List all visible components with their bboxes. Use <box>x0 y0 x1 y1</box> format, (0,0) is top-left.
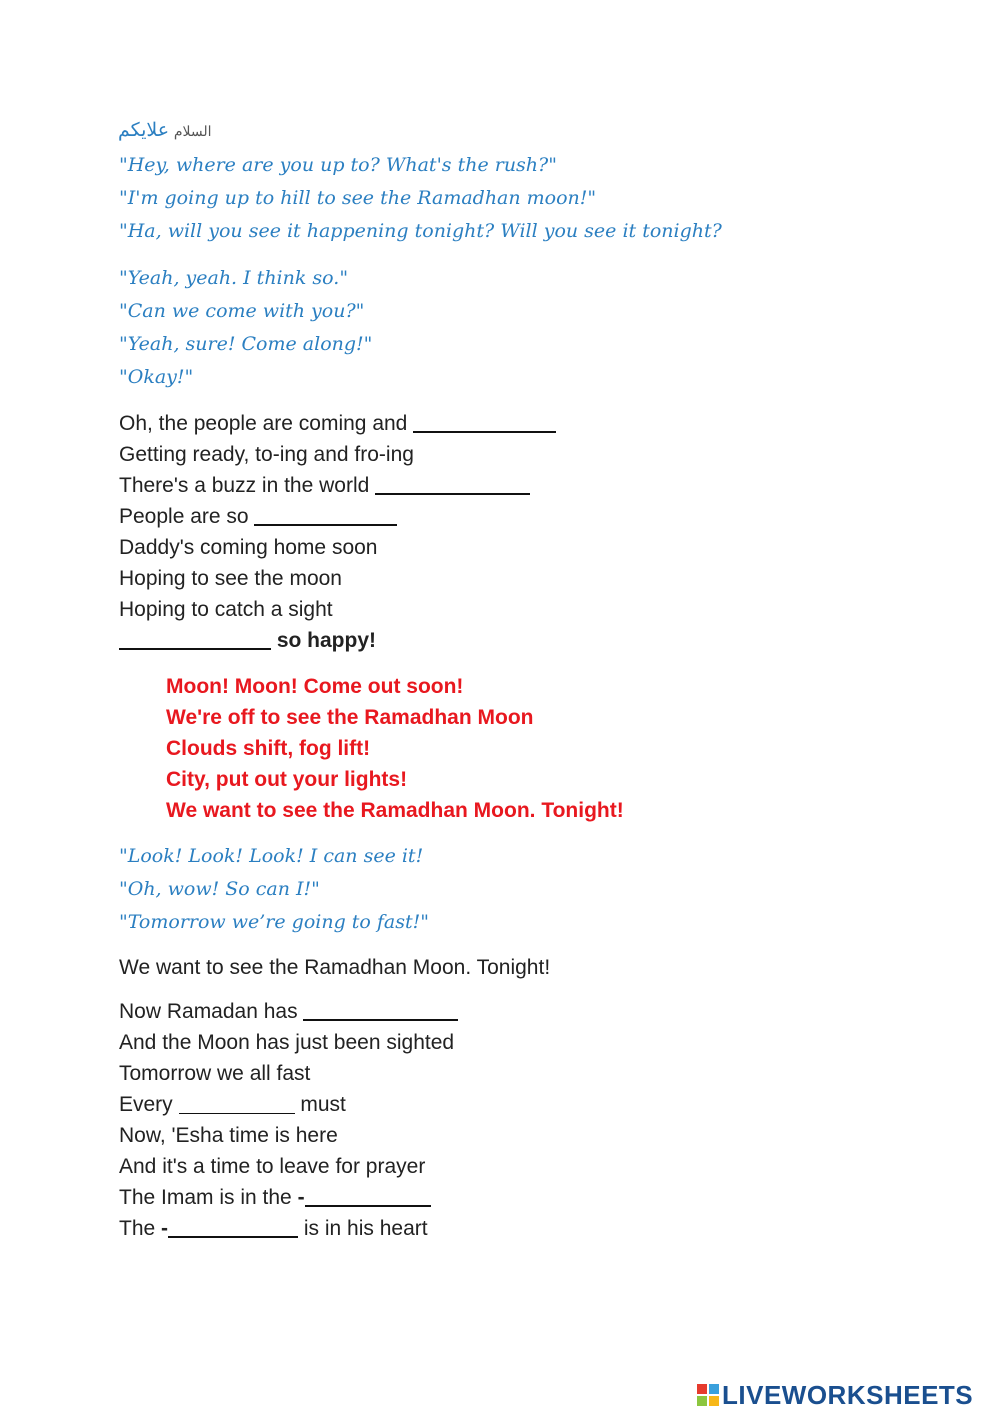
dialog-line: "Ha, will you see it happening tonight? Will you see it tonight? <box>119 220 722 242</box>
chorus-line: We're off to see the Ramadhan Moon <box>166 706 534 729</box>
chorus-line: Clouds shift, fog lift! <box>166 737 371 760</box>
verse-line <box>119 1058 458 1089</box>
verse-line <box>119 439 556 470</box>
arabic-greeting <box>118 118 212 144</box>
chorus-line: Moon! Moon! Come out soon! <box>166 675 464 698</box>
verse-line <box>119 1182 458 1213</box>
verse-text: Hoping to catch a sight <box>119 598 333 621</box>
verse-line <box>119 594 556 625</box>
verse-line <box>119 408 556 439</box>
answer-blank[interactable] <box>179 1091 295 1114</box>
verse-line <box>119 501 556 532</box>
single-line: We want to see the Ramadhan Moon. Tonight! <box>119 956 551 979</box>
verse-line <box>119 1213 458 1244</box>
greeting-word-2: علايكم <box>118 120 170 141</box>
answer-blank[interactable] <box>303 997 458 1021</box>
verse-text: And the Moon has just been sighted <box>119 1031 455 1054</box>
verse-text: must <box>294 1093 346 1116</box>
verse-text: Every <box>119 1093 179 1116</box>
dialog-line: "Yeah, yeah. I think so." <box>119 267 349 289</box>
verse-text: is in his heart <box>298 1217 428 1240</box>
verse-text: There's a buzz in the world <box>119 474 376 497</box>
greeting-word-1: السلام <box>173 123 212 139</box>
verse-line <box>119 532 556 563</box>
answer-blank[interactable] <box>413 409 556 433</box>
dialog-line: "I'm going up to hill to see the Ramadhan moon!" <box>119 187 597 209</box>
verse-line <box>119 470 556 501</box>
dialog-line: "Can we come with you?" <box>119 300 365 322</box>
dash-mark: - <box>161 1217 169 1240</box>
dialog-block-1 <box>119 149 722 248</box>
answer-blank[interactable] <box>168 1214 298 1238</box>
dialog-line: "Hey, where are you up to? What's the rush?" <box>119 154 557 176</box>
verse-line <box>119 1120 458 1151</box>
chorus-line: We want to see the Ramadhan Moon. Tonight! <box>166 799 624 822</box>
dialog-line: "Tomorrow we’re going to fast!" <box>119 911 430 933</box>
dialog-line: "Okay!" <box>119 366 194 388</box>
dialog-block-2 <box>119 262 372 394</box>
verse-text: And it's a time to leave for prayer <box>119 1155 426 1178</box>
verse-text: Getting ready, to-ing and fro-ing <box>119 443 414 466</box>
answer-blank[interactable] <box>375 471 530 495</box>
liveworksheets-logo <box>697 1378 973 1412</box>
logo-blocks-icon <box>697 1384 719 1406</box>
chorus <box>166 671 624 826</box>
answer-blank[interactable] <box>305 1183 431 1207</box>
verse-text: The Imam is in the <box>119 1186 298 1209</box>
verse-text: Daddy's coming home soon <box>119 536 378 559</box>
dialog-block-3 <box>119 840 429 939</box>
verse-line <box>119 1027 458 1058</box>
verse-text: Now, 'Esha time is here <box>119 1124 338 1147</box>
logo-text: LIVEWORKSHEETS <box>722 1379 974 1410</box>
verse-line <box>119 1089 458 1120</box>
dialog-line: "Yeah, sure! Come along!" <box>119 333 373 355</box>
verse-text: Oh, the people are coming and <box>119 412 414 435</box>
verse-text: Now Ramadan has <box>119 1000 304 1023</box>
logo-block <box>697 1396 707 1406</box>
verse-line <box>119 996 458 1027</box>
logo-block <box>697 1384 707 1394</box>
verse-line <box>119 625 556 656</box>
chorus-line: City, put out your lights! <box>166 768 408 791</box>
verse-text: Tomorrow we all fast <box>119 1062 311 1085</box>
dash-mark: - <box>297 1186 305 1209</box>
verse-text: The <box>119 1217 162 1240</box>
verse-2 <box>119 996 458 1244</box>
verse-text: People are so <box>119 505 255 528</box>
verse-line <box>119 1151 458 1182</box>
dialog-line: "Oh, wow! So can I!" <box>119 878 320 900</box>
dialog-line: "Look! Look! Look! I can see it! <box>119 845 424 867</box>
answer-blank[interactable] <box>119 626 271 650</box>
verse-line <box>119 563 556 594</box>
answer-blank[interactable] <box>254 502 397 526</box>
verse-text: Hoping to see the moon <box>119 567 342 590</box>
verse-1 <box>119 408 556 656</box>
logo-block <box>709 1384 719 1394</box>
logo-block <box>709 1396 719 1406</box>
verse-text: so happy! <box>271 629 377 652</box>
